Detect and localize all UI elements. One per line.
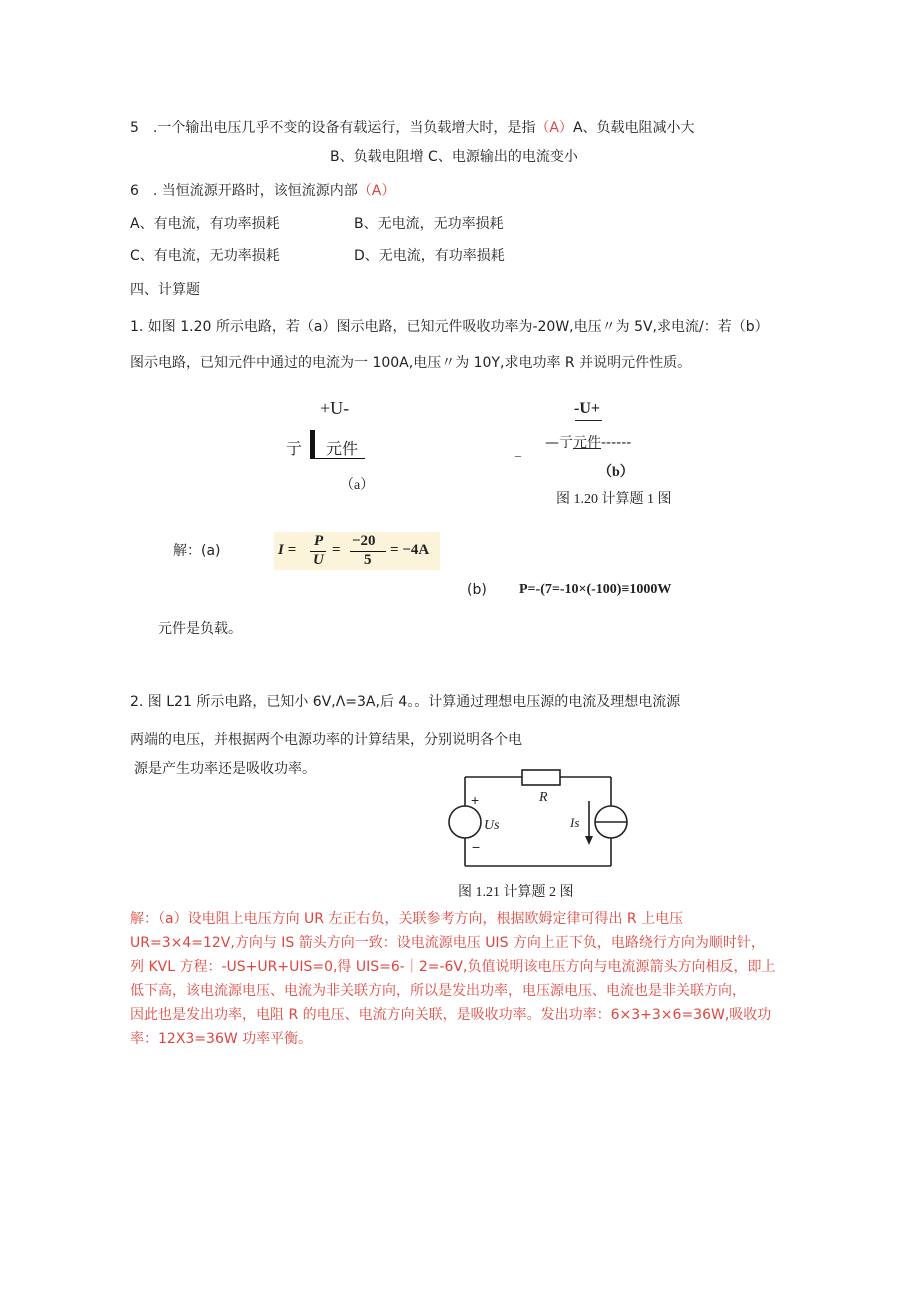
formula-a-den1: U xyxy=(313,552,324,568)
fig-a-left-terminal: 亍 xyxy=(286,439,303,458)
q6-option-d: D、无电流，有功率损耗 xyxy=(354,248,505,264)
fig-1-21-caption: 图 1.21 计算题 2 图 xyxy=(458,885,574,900)
p2-line-1: 2. 图 L21 所示电路，已知小 6V,Λ=3A,后 4。。计算通过理想电压源的电流及理想电流源 xyxy=(130,694,681,710)
p1-line-2: 图示电路，已知元件中通过的电流为一 100A,电压〃为 10Y,求电功率 R 并说明元件性质。 xyxy=(130,355,692,371)
is-label: Is xyxy=(570,815,580,830)
q6-stem: 6 . 当恒流源开路时，该恒流源内部 xyxy=(130,183,358,199)
formula-a-num2: −20 xyxy=(352,533,376,549)
p2-solution-line: 率：12X3=36W 功率平衡。 xyxy=(130,1031,313,1047)
resistor-r xyxy=(522,770,560,785)
q5-stem: 5 .一个输出电压几乎不变的设备有载运行，当负载增大时，是指 xyxy=(130,120,536,136)
p2-line-3: 源是产生功率还是吸收功率。 xyxy=(134,761,316,777)
p1-conclusion: 元件是负载。 xyxy=(158,621,242,637)
p2-solution-line: 列 KVL 方程：-US+UR+UIS=0,得 UIS=6-｜2=-6V,负值说明该电压方向与电流源箭头方向相反，即上 xyxy=(130,959,776,975)
p2-solution-line: UR=3×4=12V,方向与 IS 箭头方向一致：设电流源电压 UIS 方向上正下负，电路绕行方向为顺时针， xyxy=(130,935,765,951)
fig-1-20-caption: 图 1.20 计算题 1 图 xyxy=(556,492,672,507)
fig-b-element-label: 元件 xyxy=(573,435,601,451)
us-minus-sign: − xyxy=(472,839,481,855)
q6-option-b: B、无电流，无功率损耗 xyxy=(354,216,504,232)
fig-b-left-terminal: —亍 xyxy=(545,435,573,451)
q6-option-c: C、有电流，无功率损耗 xyxy=(130,248,280,264)
p1-solution-b-label: (b) xyxy=(467,582,487,598)
p2-line-2: 两端的电压，并根据两个电源功率的计算结果，分别说明各个电 xyxy=(130,732,522,748)
q5-answer: （A） xyxy=(535,120,573,136)
formula-b: P=-(7=-10×(-100)≡1000W xyxy=(519,582,672,597)
p2-solution xyxy=(130,907,810,1051)
q5-option-a: A、负载电阻减小大 xyxy=(572,120,695,136)
fig-b-label-underline xyxy=(575,420,602,421)
q6-stem-line xyxy=(130,181,395,201)
formula-a-equals: = xyxy=(332,542,341,558)
circuit-1-21 xyxy=(440,768,640,873)
formula-a-num1: P xyxy=(314,533,324,549)
r-label: R xyxy=(539,790,548,805)
fig-b-voltage-label: -U+ xyxy=(574,400,600,417)
formula-a xyxy=(274,532,440,570)
section-title: 四、计算题 xyxy=(130,282,200,298)
fig-b-dash: _ xyxy=(515,443,521,457)
fig-a-caption: （a） xyxy=(340,478,375,493)
fig-b-right-wire: ------ xyxy=(601,435,632,451)
fig-a-element-label: 元件 xyxy=(326,439,359,458)
formula-a-lhs: I = xyxy=(278,542,297,558)
fig-b-wire-line xyxy=(545,433,631,453)
voltage-source-us xyxy=(449,806,481,838)
p1-solution-label: 解：(a) xyxy=(173,543,221,559)
us-plus-sign: + xyxy=(471,792,480,808)
p2-solution-line: 低下高，该电流源电压、电流为非关联方向，所以是发出功率，电压源电压、电流也是非关联方向， xyxy=(130,983,746,999)
q5-line-1 xyxy=(130,118,695,138)
formula-a-result: = −4A xyxy=(390,542,430,558)
fig-b-caption: （b） xyxy=(598,465,634,480)
p1-line-1: 1. 如图 1.20 所示电路，若（a）图示电路，已知元件吸收功率为-20W,电压〃为 5V,求电流/：若（b） xyxy=(130,319,769,335)
fig-a-voltage-label: +U- xyxy=(320,398,350,418)
q6-answer: （A） xyxy=(357,183,396,199)
fig-a-element-bar xyxy=(310,430,315,458)
formula-a-den2: 5 xyxy=(364,552,372,568)
p2-solution-line: 解：（a）设电阻上电压方向 UR 左正右负，关联参考方向，根据欧姆定律可得出 R 上电压 xyxy=(130,911,684,927)
us-label: Us xyxy=(484,818,500,833)
p2-solution-line: 因此也是发出功率，电阻 R 的电压、电流方向关联，是吸收功率。发出功率：6×3+3×6=36W,吸收功 xyxy=(130,1007,772,1023)
q5-line-2: B、负载电阻增 C、电源输出的电流变小 xyxy=(330,149,578,165)
q6-option-a: A、有电流，有功率损耗 xyxy=(130,216,280,232)
current-arrow-head xyxy=(585,836,593,845)
